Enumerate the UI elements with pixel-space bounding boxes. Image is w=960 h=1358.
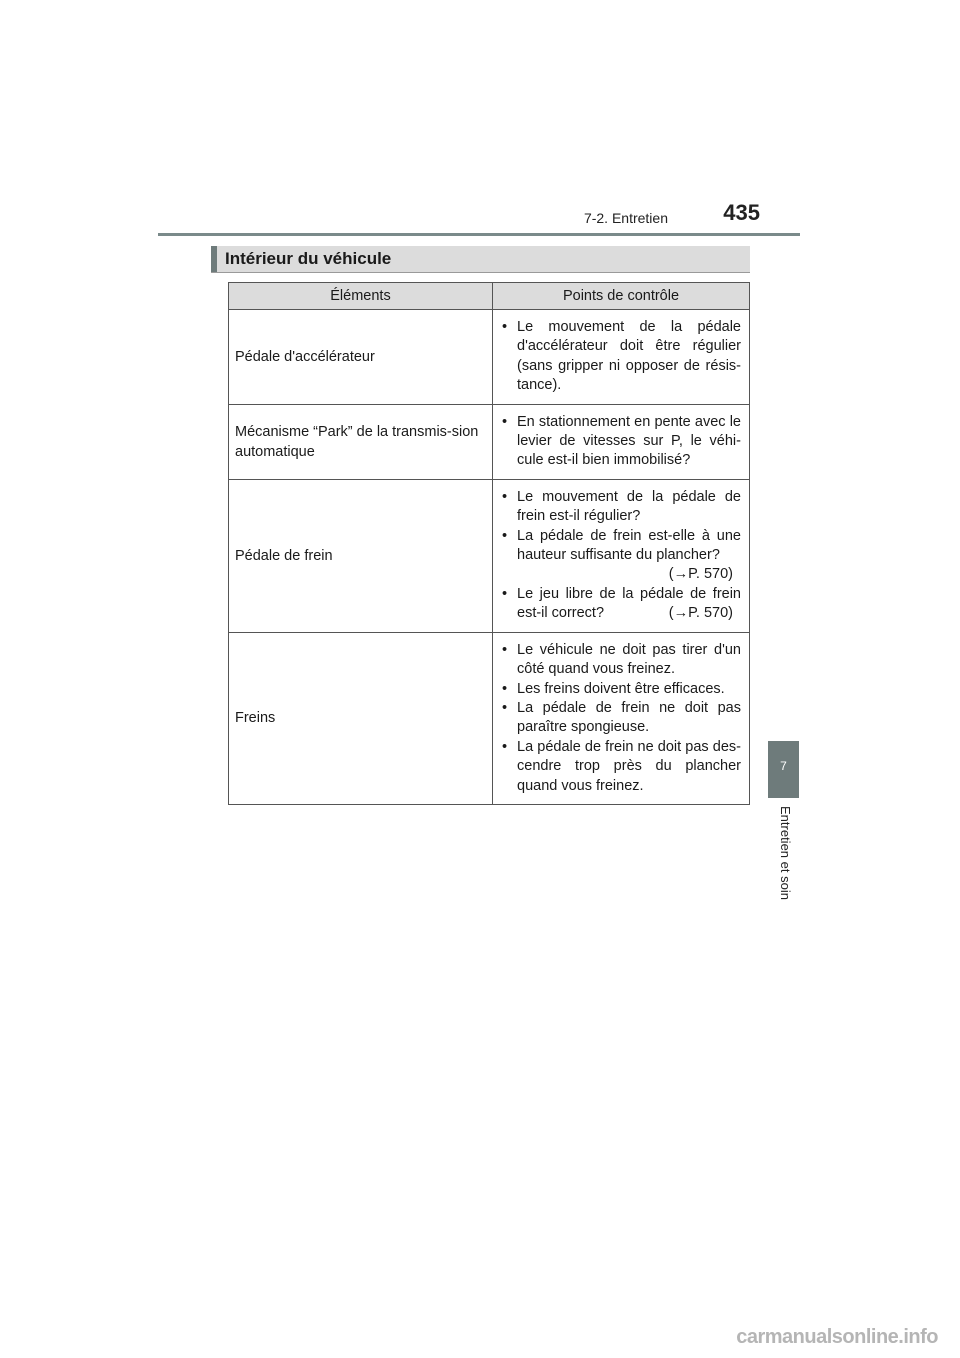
bullet-icon: •	[502, 738, 508, 755]
item-cell: Pédale de frein	[229, 479, 493, 632]
item-cell: Pédale d'accélérateur	[229, 310, 493, 405]
checkpoint-item	[499, 318, 741, 396]
checkpoint-item	[499, 527, 741, 585]
bullet-icon: •	[502, 699, 508, 716]
checkpoints-cell	[493, 479, 750, 632]
header-divider	[158, 233, 800, 236]
page-header	[158, 198, 800, 236]
checkpoint-item	[499, 488, 741, 527]
bullet-icon: •	[502, 527, 508, 544]
page-reference[interactable]: (→P. 570)	[668, 566, 733, 583]
table-row	[229, 632, 750, 804]
checkpoint-text: Le jeu libre de la pédale de frein est-il correct?	[517, 585, 741, 622]
checkpoint-text: La pédale de frein ne doit pas des-cendre trop près du plancher quand vous freinez.	[517, 738, 741, 794]
checkpoints-cell	[493, 632, 750, 804]
column-header-checkpoints: Points de contrôle	[493, 283, 750, 310]
table-row	[229, 404, 750, 479]
checkpoints-cell	[493, 310, 750, 405]
table-header-row	[229, 283, 750, 310]
chapter-tab	[768, 741, 799, 798]
checkpoint-text: Le mouvement de la pédale de frein est-il régulier?	[517, 488, 741, 525]
checkpoint-item	[499, 641, 741, 680]
checkpoint-list	[499, 413, 741, 471]
bullet-icon: •	[502, 641, 508, 658]
section-heading-text: Intérieur du véhicule	[225, 249, 392, 268]
checkpoint-list	[499, 488, 741, 624]
section-label: 7-2. Entretien	[583, 210, 668, 226]
checkpoint-text: Le véhicule ne doit pas tirer d'un côté quand vous freinez.	[517, 641, 741, 678]
table-row	[229, 479, 750, 632]
checkpoint-text: La pédale de frein est-elle à une hauteur suffisante du plancher?	[517, 527, 741, 564]
checkpoint-item	[499, 699, 741, 738]
section-heading	[211, 246, 750, 273]
chapter-number: 7	[780, 759, 787, 773]
bullet-icon: •	[502, 488, 508, 505]
bullet-icon: •	[502, 319, 508, 335]
checkpoint-text: Les freins doivent être efficaces.	[517, 680, 725, 697]
checkpoint-item	[499, 680, 741, 699]
item-cell: Freins	[229, 632, 493, 804]
checkpoint-item	[499, 738, 741, 796]
checkpoint-list	[499, 318, 741, 396]
inspection-table	[228, 282, 750, 805]
checkpoint-item	[499, 413, 741, 471]
checkpoint-text: La pédale de frein ne doit pas paraître spongieuse.	[517, 699, 741, 736]
checkpoints-cell	[493, 404, 750, 479]
checkpoint-text: En stationnement en pente avec le levier de vitesses sur P, le véhi-cule est-il bien immobilisé?	[517, 413, 741, 469]
item-cell: Mécanisme “Park” de la transmis-sion automatique	[229, 404, 493, 479]
watermark: carmanualsonline.info	[736, 1326, 938, 1348]
section-heading-bar	[211, 246, 217, 272]
checkpoint-item	[499, 585, 741, 624]
bullet-icon: •	[502, 413, 508, 430]
table-row	[229, 310, 750, 405]
bullet-icon: •	[502, 680, 508, 697]
page-number: 435	[723, 200, 760, 225]
chapter-label: Entretien et soin	[778, 806, 793, 900]
bullet-icon: •	[502, 585, 508, 602]
column-header-elements: Éléments	[229, 283, 493, 310]
checkpoint-list	[499, 641, 741, 796]
page-reference[interactable]: (→P. 570)	[668, 605, 733, 622]
checkpoint-text: Le mouvement de la pédale d'accélérateur doit être régulier (sans gripper ni opposer de résis-tance).	[517, 319, 741, 394]
